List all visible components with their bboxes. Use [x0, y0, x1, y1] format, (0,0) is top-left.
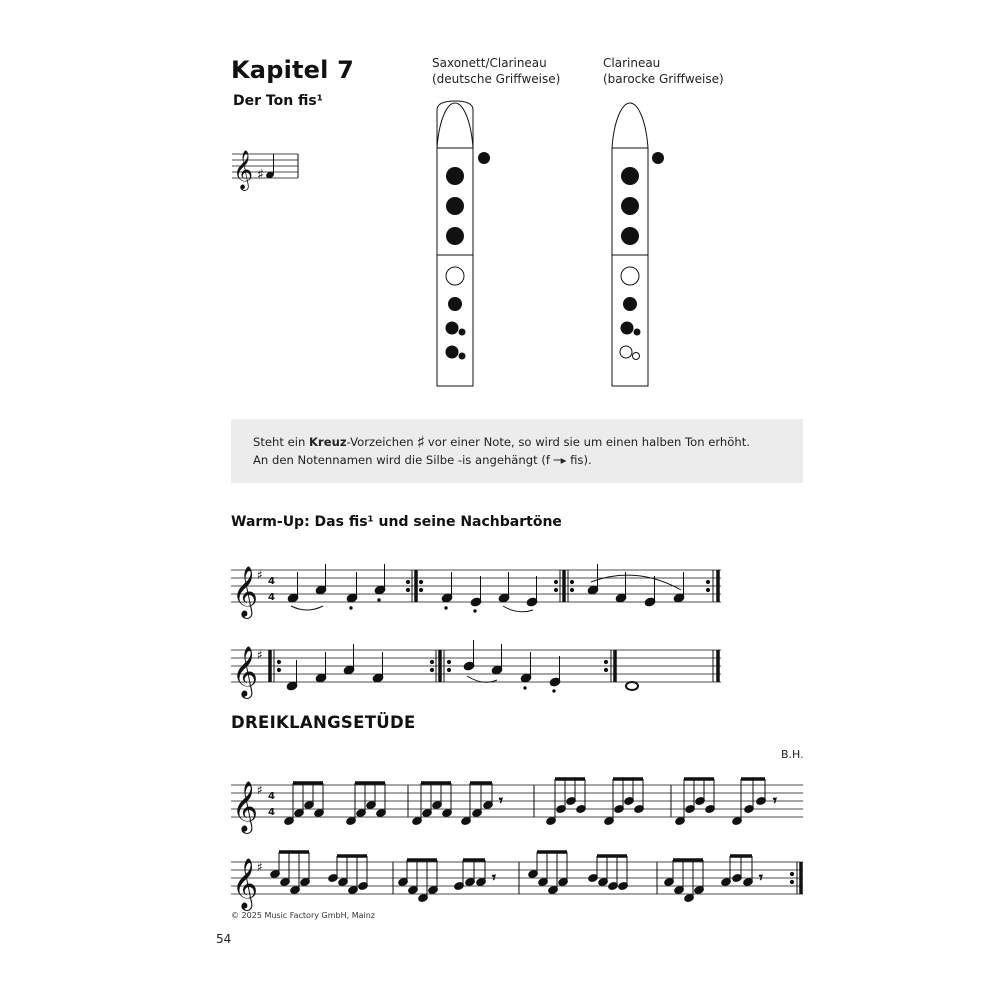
info-line-2: An den Notennamen wird die Silbe -is angehängt (f ─▸ fis). — [253, 453, 592, 467]
key-signature-sharp-icon: ♯ — [257, 648, 263, 662]
hole-7b — [633, 353, 640, 360]
time-signature-top: 4 — [268, 791, 275, 802]
hole-6a — [446, 322, 459, 335]
copyright: © 2025 Music Factory GmbH, Mainz — [231, 911, 375, 920]
hole-7b — [459, 353, 466, 360]
eighth-rest-icon: 𝄾 — [499, 793, 503, 809]
treble-clef-icon: 𝄞 — [233, 150, 254, 190]
composer: B.H. — [781, 748, 804, 761]
treble-clef-icon: 𝄞 — [232, 858, 259, 909]
time-signature-top: 4 — [268, 576, 275, 587]
eighth-rest-icon: 𝄾 — [492, 870, 496, 886]
hole-5 — [448, 297, 462, 311]
sharp-icon: ♯ — [257, 167, 264, 183]
hole-1 — [621, 167, 639, 185]
time-signature-bottom: 4 — [268, 807, 275, 818]
hole-6b — [634, 329, 641, 336]
thumb-hole — [478, 152, 490, 164]
hole-4 — [446, 267, 464, 285]
key-signature-sharp-icon: ♯ — [257, 568, 263, 582]
eighth-note-groups — [270, 852, 763, 903]
sharp-icon: ♯ — [416, 433, 425, 453]
eighth-rest-icon: 𝄾 — [773, 793, 777, 809]
flute-label-german: Saxonett/Clarineau (deutsche Griffweise) — [432, 56, 561, 86]
flute-label-baroque: Clarineau (barocke Griffweise) — [603, 56, 724, 86]
hole-2 — [446, 197, 464, 215]
hole-4 — [621, 267, 639, 285]
etude-staff-2 — [231, 852, 806, 912]
key-signature-sharp-icon: ♯ — [257, 783, 263, 797]
notes — [287, 564, 386, 610]
treble-clef-icon: 𝄞 — [232, 646, 259, 697]
hole-6a — [621, 322, 634, 335]
info-text — [253, 434, 750, 469]
warmup-staff-1 — [231, 560, 726, 620]
hole-3 — [446, 227, 464, 245]
warmup-title: Warm-Up: Das fis¹ und seine Nachbartöne — [231, 514, 562, 530]
hole-1 — [446, 167, 464, 185]
fis-note-staff — [230, 148, 310, 198]
notes — [587, 564, 685, 607]
fingering-chart-baroque — [610, 100, 680, 390]
chapter-subtitle: Der Ton fis¹ — [233, 93, 323, 109]
hole-2 — [621, 197, 639, 215]
hole-7a — [620, 346, 632, 358]
warmup-staff-2 — [231, 640, 726, 700]
eighth-note-groups — [284, 779, 777, 826]
treble-clef-icon: 𝄞 — [232, 781, 259, 832]
key-signature-sharp-icon: ♯ — [257, 860, 263, 874]
hole-7a — [446, 346, 459, 359]
page-number: 54 — [216, 932, 232, 946]
eighth-rest-icon: 𝄾 — [759, 870, 763, 886]
etude-title: DREIKLANGSETÜDE — [231, 713, 416, 732]
whole-note — [626, 682, 638, 690]
fingering-chart-german — [435, 100, 505, 390]
time-signature-bottom: 4 — [268, 592, 275, 603]
thumb-hole — [652, 152, 664, 164]
notes — [286, 644, 384, 691]
hole-6b — [459, 329, 466, 336]
chapter-title: Kapitel 7 — [231, 56, 355, 84]
treble-clef-icon: 𝄞 — [232, 566, 259, 617]
hole-3 — [621, 227, 639, 245]
etude-staff-1 — [231, 775, 806, 835]
info-line-1: Steht ein Kreuz-Vorzeichen ♯ vor einer Note, so wird sie um einen halben Ton erhöht. — [253, 433, 750, 453]
hole-5 — [623, 297, 637, 311]
